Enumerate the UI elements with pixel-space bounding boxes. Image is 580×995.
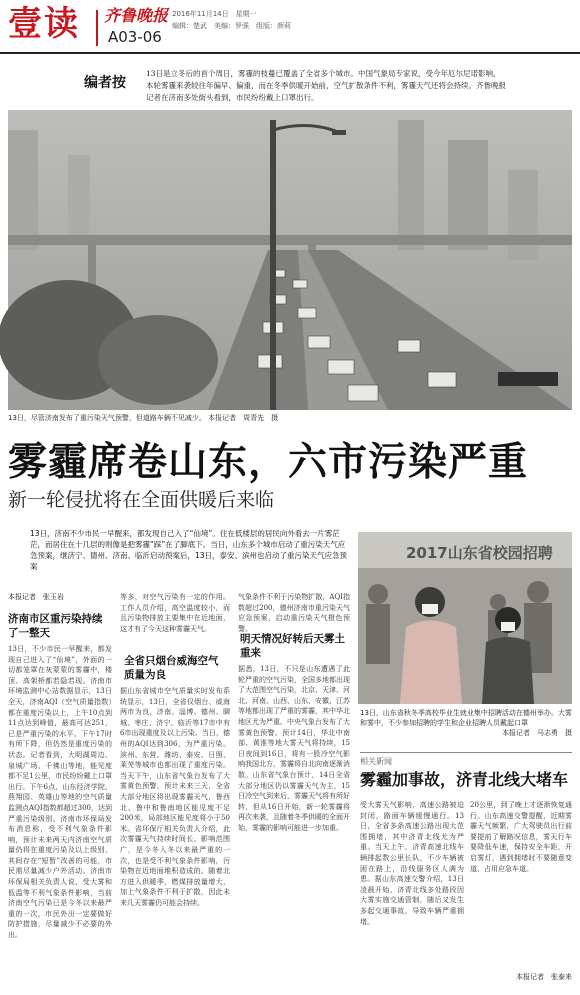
col1-byline: 本报记者 张玉岩 (8, 593, 64, 601)
job-fair-credit: 本报记者 马志勇 摄 (502, 729, 572, 737)
job-fair-banner-text: 2017山东省校园招聘 (406, 544, 553, 562)
col2-heading: 全省只烟台威海空气质量为良 (124, 655, 219, 681)
subheadline: 新一轮侵扰将在全面供暖后来临 (8, 489, 275, 511)
col3-body: 据悉，13日，不只是山东遭遇了此轮严重的空气污染，全国多地都出现了大范围空气污染，北京、天津、河北、河南、山西、山东、安徽、江苏等地都出现了严重的雾霾，其中华北地区尤为严重。中央气象台发布了大雾黄色预警。预计14日，华北中南部、黄淮等地大雾天气将持续，15日夜间到16日，将有一股冷空气影响我国北方，雾霾将自北向南逐渐消散。山东省气象台预计，14日全省大部分地区仍以雾霾天气为主，15日冷空气到来后，雾霾天气将有所好转，但从16日开始，新一轮雾霾将再次来袭，且随着冬季供暖的全面开始，雾霾的影响可能进一步加重。 (238, 665, 350, 832)
editor-note-text: 13日是立冬后的首个周日，雾霾的枝蔓已覆盖了全省多个城市。中国气象局专家说，受今年厄尔尼诺影响，本轮雾霾来袭较往年偏早、偏重，而在冬季供暖开始前，空气扩散条件不利，雾霾天气还将会持续。齐鲁晚报记者在济南多处街头看到，市民纷纷戴上口罩出行。 (146, 69, 506, 102)
lead-paragraph: 13日，济南不少市民一早醒来，都发现自己入了“仙境”。住在低楼层的居民向外看去一片雾茫茫，而居住在十几层的则像是把雾霾“踩”在了脚底下。当日，山东多个城市启动了重污染天气应急预案，继济宁、德州、济南、临沂启动预案后，13日，泰安、滨州也启动了重污染天气应急预案 (30, 529, 348, 571)
newspaper-name: 齐鲁晚报 (104, 6, 169, 25)
col2-body: 据山东省城市空气质量实时发布系统显示，13日，全省仅烟台、威海两市为良，济南、淄博、德州、聊城、枣庄、济宁、临沂等17市中有6市出现重度及以上污染。当日，德州的AQI达到306，为严重污染。滨州、东营、潍坊、泰安、日照、莱芜等城市也都出现了重度污染。当天下午，山东省气象台发布了大雾黄色预警，预计未来三天，全省大部分地区将出现雾霾天气，鲁西北、鲁中和鲁南地区能见度不足200米，局部地区能见度将小于50米。省环保厅相关负责人介绍，此次雾霾天气持续时间长、影响范围广，是今冬入冬以来最严重的一次，也是受不利气象条件影响，污染物在近地面堆积造成的。随着北方进入供暖季，燃煤排放量增大，加上气象条件不利于扩散，因此未来几天雾霾仍可能会持续。 (120, 687, 230, 907)
related-body-right: 20公里，到了晚上才逐渐恢复通行。山东高速交警提醒，近期雾霾天气频繁，广大驾驶员出行前要提前了解路况信息，雾天行车要降低车速，保持安全车距，开启雾灯，遇到拥堵时不要随意变道、占用应急车道。 (470, 801, 572, 873)
header-meta (172, 8, 291, 32)
main-photo-caption: 13日，尽管济南发布了重污染天气预警，但道路车辆不见减少。 本报记者 周青先 摄 (8, 414, 279, 422)
main-photo (8, 110, 572, 410)
col2-lead-body: 等多，对空气污染有一定的作用。工作人员介绍，高空温度较小，而且污染物排放主要集中在近地面，这才有了今天这种雾霾天气。 (120, 593, 230, 633)
col1-heading: 济南市区重污染持续了一整天 (8, 613, 103, 639)
editor-note-label: 编者按 (84, 75, 126, 91)
header-rule (0, 52, 580, 54)
headline: 雾霾席卷山东，六市污染严重 (8, 440, 529, 485)
smog-highway-illustration (8, 110, 572, 410)
related-news-label: 相关新闻 (360, 752, 572, 767)
section-title: 壹读 (8, 4, 80, 44)
related-news-title: 雾霾加事故，济青北线大堵车 (360, 770, 569, 789)
related-byline: 本报记者 张泰来 (516, 973, 572, 981)
col3-heading: 明天情况好转后天雾土重来 (240, 633, 345, 659)
page-number: A03-06 (108, 28, 162, 46)
job-fair-illustration (358, 532, 572, 704)
staff-line: 编辑：楚武 美编：罗强 组版：颜莉 (172, 22, 291, 30)
job-fair-caption: 13日，山东省秋冬季高校毕业生就业集中招聘活动在德州举办。大雾和雾中，不少参加招聘的学生和企业招聘人员戴起口罩 (360, 709, 572, 727)
job-fair-photo (358, 532, 572, 704)
col3-lead-body: 气象条件不利于污染物扩散，AQI指数超过200，德州济南市重污染天气应急预案，启动重污染天气橙色预警。 (238, 593, 350, 633)
section-divider (96, 10, 98, 46)
related-body-left: 受大雾天气影响，高速公路被迫封闭，路面车辆缓慢通行。13日，全省多条高速公路出现大范围拥堵，其中济青北线尤为严重。当天上午，济青高速北线车辆排起数公里长队，不少车辆被困在路上，沿线服务区人满为患。据山东高速交警介绍，13日凌晨开始，济青北线多处路段因大雾实施交通管制，随后又发生多起交通事故，导致车辆严重拥堵。 (360, 801, 464, 926)
col1-body: 13日，不少市民一早醒来，都发现自己进入了“仙境”，外面的一切都笼罩在灰蒙蒙的雾霾中，楼顶、高架桥都若隐若现。济南市环境监测中心站数据显示，13日全天，济南AQI（空气质量指数）都在重度污染以上，上午10点到11点达到峰值，最高可达251，已是严重污染的水平。下午17时有所下降，但仍然是重度污染的状态。记者看到，大明湖周边、泉城广场、千佛山等地，能见度都不足1公里，市民纷纷戴上口罩出行。下午6点，山东经济学院、燕翔园、英雄山等地的空气质量监测点AQI指数都超过300，达到严重污染级别。济南市环保局发布消息称，受不利气象条件影响，预计未来两天内济南空气质量仍将在重度污染及以上级别，其间存在“短暂”改善的可能，市民需尽量减少户外活动。济南市环保局相关负责人说，受大雾和低温等不利气象条件影响，当前济南空气污染已是今冬以来最严重的一次，市民外出一定要做好防护措施，尽量减少不必要的外出。 (8, 645, 112, 940)
date-line: 2016年11月14日 星期一 (172, 10, 257, 18)
